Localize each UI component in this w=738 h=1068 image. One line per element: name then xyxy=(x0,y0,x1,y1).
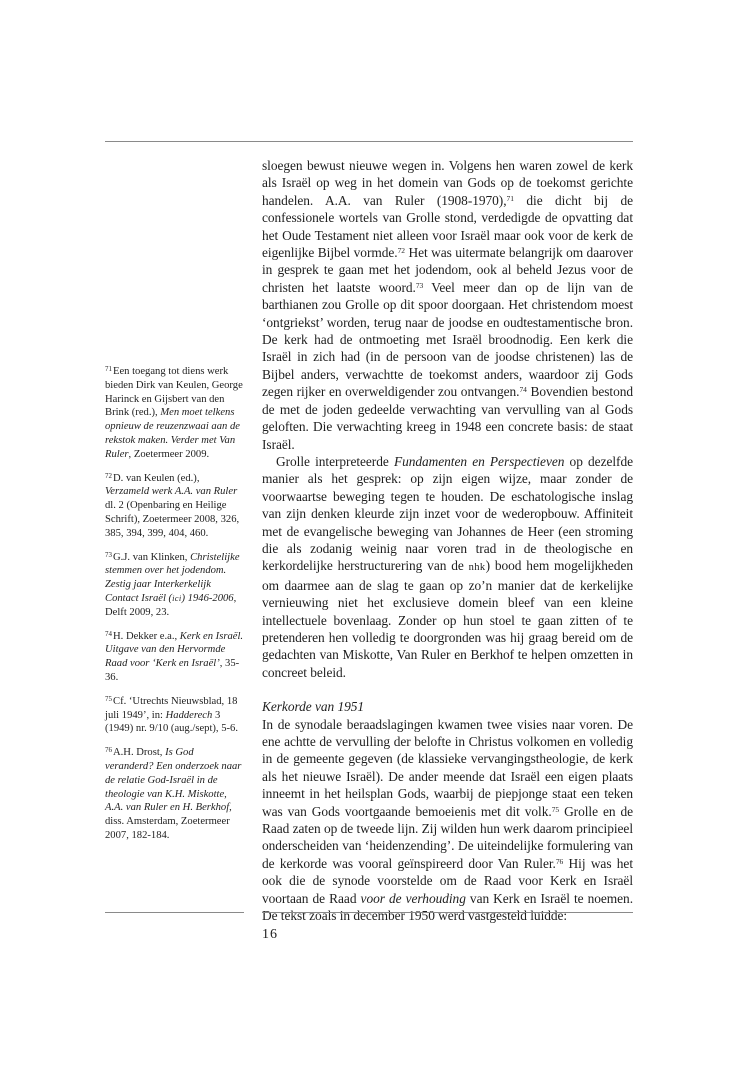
footnote-ref-71[interactable]: 71 xyxy=(506,193,514,203)
section-heading: Kerkorde van 1951 xyxy=(262,699,365,715)
body-text xyxy=(262,157,633,924)
footnote-ref-75[interactable]: 75 xyxy=(551,804,560,814)
footnote-number: 71 xyxy=(105,365,112,373)
footnote-number: 74 xyxy=(105,629,112,638)
footnote-72: $^{72}$D. van Keulen (ed.), Verzameld werk A.A. van Ruler dl. 2 (Openbaring en Heilige Schrift), Zoetermeer 2008, 326, 385, 394, 399, 404, 460. xyxy=(105,471,240,539)
footer-rule xyxy=(262,912,633,913)
paragraph-3: In de synodale beraadslagingen kwamen twee visies naar voren. De ene achtte de vervulling der belofte in Christus volkomen en volledig in de gemeente gegeven (de klassieke vervangingstheologie, de kerk als het nieuwe Israël). De ander meende dat Israël een eigen plaats inneemt in het heilsplan Gods, waarbij de piepjonge staat een teken was van Gods voortgaande bemoeienis met dit volk.$^{75}$ Grolle en de Raad zaten op de tweede lijn. Zij wilden hun werk daarom principieel onderscheiden van ‘heidenzending’. De uiteindelijke formulering van de kerkorde was vooral geïnspireerd door Van Ruler.$^{76}$ Hij was het ook die de synode voorstelde om de Raad voor Kerk en Israël voortaan de Raad voor de verhouding van Kerk en Israël te noemen. De tekst zoals in december 1950 werd vastgesteld luidde: xyxy=(262,716,633,924)
footnote-number: 76 xyxy=(105,746,112,755)
paragraph-1: sloegen bewust nieuwe wegen in. Volgens hen waren zowel de kerk als Israël op weg in het domein van Gods op de toekomst gerichte handelen. A.A. van Ruler (1908-1970),$^{71}$ die dicht bij de confessionele wortels van Grolle stond, verdedigde de opvatting dat het Oude Testament niet alleen voor Israël maar ook voor de kerk de eigenlijke Bijbel vormde.$^{72}$ Het was uitermate belangrijk om daarover in gesprek te gaan met het jodendom, ook al beheld Jezus voor de christen het laatste woord.$^{73}$ Veel meer dan op de lijn van de barthianen zou Grolle op dit spoor doorgaan. Het christendom moest ‘ontgriekst’ worden, terug naar de joodse en oudtestamentische bron. De kerk had de ontmoeting met Israël broodnodig. Een kerk die Israël in zich had (in de persoon van de joodse christenen) las de Bijbel anders, verwachtte de toekomst anders, waardoor zij Gods zegen rijker en overweldigender zou ontvangen.$^{74}$ Bovendien bestond de met de joden gedeelde verwachting van vervulling van al Gods geloften. Die verwachting kreeg in 1948 een concrete basis: de staat Israël. xyxy=(262,158,634,452)
header-rule xyxy=(105,141,633,142)
footnote-ref-74[interactable]: 74 xyxy=(519,385,527,395)
footnote-number: 72 xyxy=(105,471,112,480)
margin-footnotes xyxy=(105,365,244,853)
footnote-ref-73[interactable]: 73 xyxy=(415,280,424,290)
footnote-71: $^{71}$Een toegang tot diens werk bieden Dirk van Keulen, George Harinck en Gijsbert van den Brink (red.), Men moet telkens opnieuw de reuzenzwaai aan de rekstok maken. Verder met Van Ruler, Zoetermeer 2009. xyxy=(105,365,243,460)
footnote-column-rule xyxy=(105,912,244,913)
paragraph-2: Grolle interpreteerde Fundamenten en Perspectieven op dezelfde manier als het gesprek: op zijn eigen wijze, maar zonder de voorwaartse beweging tegen te houden. De eschatologische inslag van zijn denken kleurde zijn inzet voor de wederopbouw. Affiniteit met de evangelische beweging van Johannes de Heer (een stroming die als zodanig weinig naar voren trad in de theologische en kerkordelijke herstructurering van de nhk) bood hem mogelijkheden om daarmee aan de slag te gaan op zo’n manier dat de kerkelijke vernieuwing niet het exclusieve domein bleef van een kleine intellectuele bovenlaag. Zonder op hun stoel te gaan zitten of te pretenderen hen volledig te doorgronden was hij graag bereid om de gedachten van Miskotte, Van Ruler en Berkhof te helpen omzetten in concreet beleid. xyxy=(262,453,633,680)
footnote-ref-76[interactable]: 76 xyxy=(555,856,564,866)
footnote-74: $^{74}$H. Dekker e.a., Kerk en Israël. Uitgave van den Hervormde Raad voor ‘Kerk en Israël’, 35-36. xyxy=(105,629,244,683)
footnote-number: 73 xyxy=(105,550,112,559)
footnote-76: $^{76}$A.H. Drost, Is God veranderd? Een onderzoek naar de relatie God-Israël in de theologie van K.H. Miskotte, A.A. van Ruler en H. Berkhof, diss. Amsterdam, Zoetermeer 2007, 182-184. xyxy=(105,746,242,841)
footnote-ref-72[interactable]: 72 xyxy=(397,246,405,256)
abbreviation: nhk xyxy=(468,562,486,574)
footnote-number: 75 xyxy=(105,694,112,703)
footnote-75: $^{75}$Cf. ‘Utrechts Nieuwsblad, 18 juli 1949’, in: Hadderech 3 (1949) nr. 9/10 (aug./sept), 5-6. xyxy=(105,694,238,735)
book-title: Fundamenten en Perspectieven xyxy=(393,453,565,469)
footnote-73: $^{73}$G.J. van Klinken, Christelijke stemmen over het jodendom. Zestig jaar Interkerkelijk Contact Israël (ici) 1946-2006, Delft 2009, 23. xyxy=(105,550,240,618)
page-number: 16 xyxy=(262,927,278,942)
